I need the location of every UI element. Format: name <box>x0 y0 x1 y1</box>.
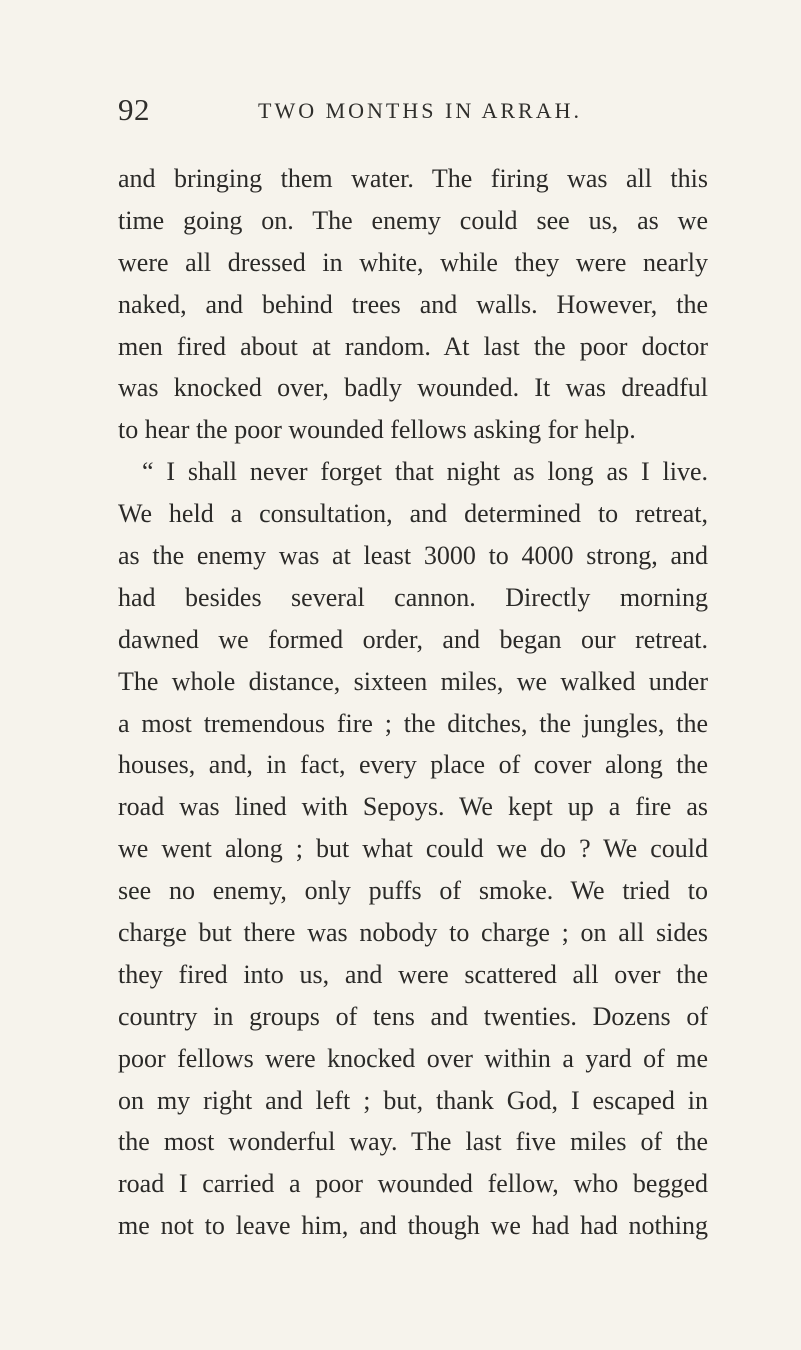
text-line: we went along ; but what could we do ? We could <box>118 834 708 864</box>
text-line: a most tremendous fire ; the ditches, the jungles, the <box>118 708 708 738</box>
text-line: me not to leave him, and though we had had nothing <box>118 1211 708 1241</box>
text-line: men fired about at random. At last the poor doctor <box>118 331 708 361</box>
page-number: 92 <box>118 92 150 127</box>
text-line: naked, and behind trees and walls. However, the <box>118 289 708 319</box>
text-line: time going on. The enemy could see us, as we <box>118 205 708 235</box>
text-line: “ I shall never forget that night as long as I live. <box>142 457 708 487</box>
running-title: TWO MONTHS IN ARRAH. <box>258 98 582 123</box>
text-line: We held a consultation, and determined to retreat, <box>118 499 708 529</box>
text-line: charge but there was nobody to charge ; on all sides <box>118 918 708 948</box>
text-line: road I carried a poor wounded fellow, who begged <box>118 1169 708 1199</box>
text-line: houses, and, in fact, every place of cover along the <box>118 750 708 780</box>
text-line: see no enemy, only puffs of smoke. We tried to <box>118 876 708 906</box>
text-line: they fired into us, and were scattered all over the <box>118 959 708 989</box>
text-line: as the enemy was at least 3000 to 4000 strong, and <box>118 541 708 571</box>
text-line: was knocked over, badly wounded. It was dreadful <box>118 373 708 403</box>
text-line: and bringing them water. The firing was all this <box>118 164 708 193</box>
text-line: poor fellows were knocked over within a yard of me <box>118 1043 708 1073</box>
text-line: country in groups of tens and twenties. Dozens of <box>118 1001 708 1031</box>
text-line: had besides several cannon. Directly morning <box>118 582 708 612</box>
text-line: to hear the poor wounded fellows asking for help. <box>118 415 636 445</box>
body-text <box>118 158 708 1247</box>
running-header <box>118 92 700 142</box>
text-line: dawned we formed order, and began our retreat. <box>118 624 708 654</box>
text-line: The whole distance, sixteen miles, we walked under <box>118 666 708 696</box>
text-line: were all dressed in white, while they were nearly <box>118 247 708 277</box>
text-line: road was lined with Sepoys. We kept up a fire as <box>118 792 708 822</box>
text-line: the most wonderful way. The last five miles of the <box>118 1127 708 1157</box>
text-line: on my right and left ; but, thank God, I escaped in <box>118 1085 708 1115</box>
